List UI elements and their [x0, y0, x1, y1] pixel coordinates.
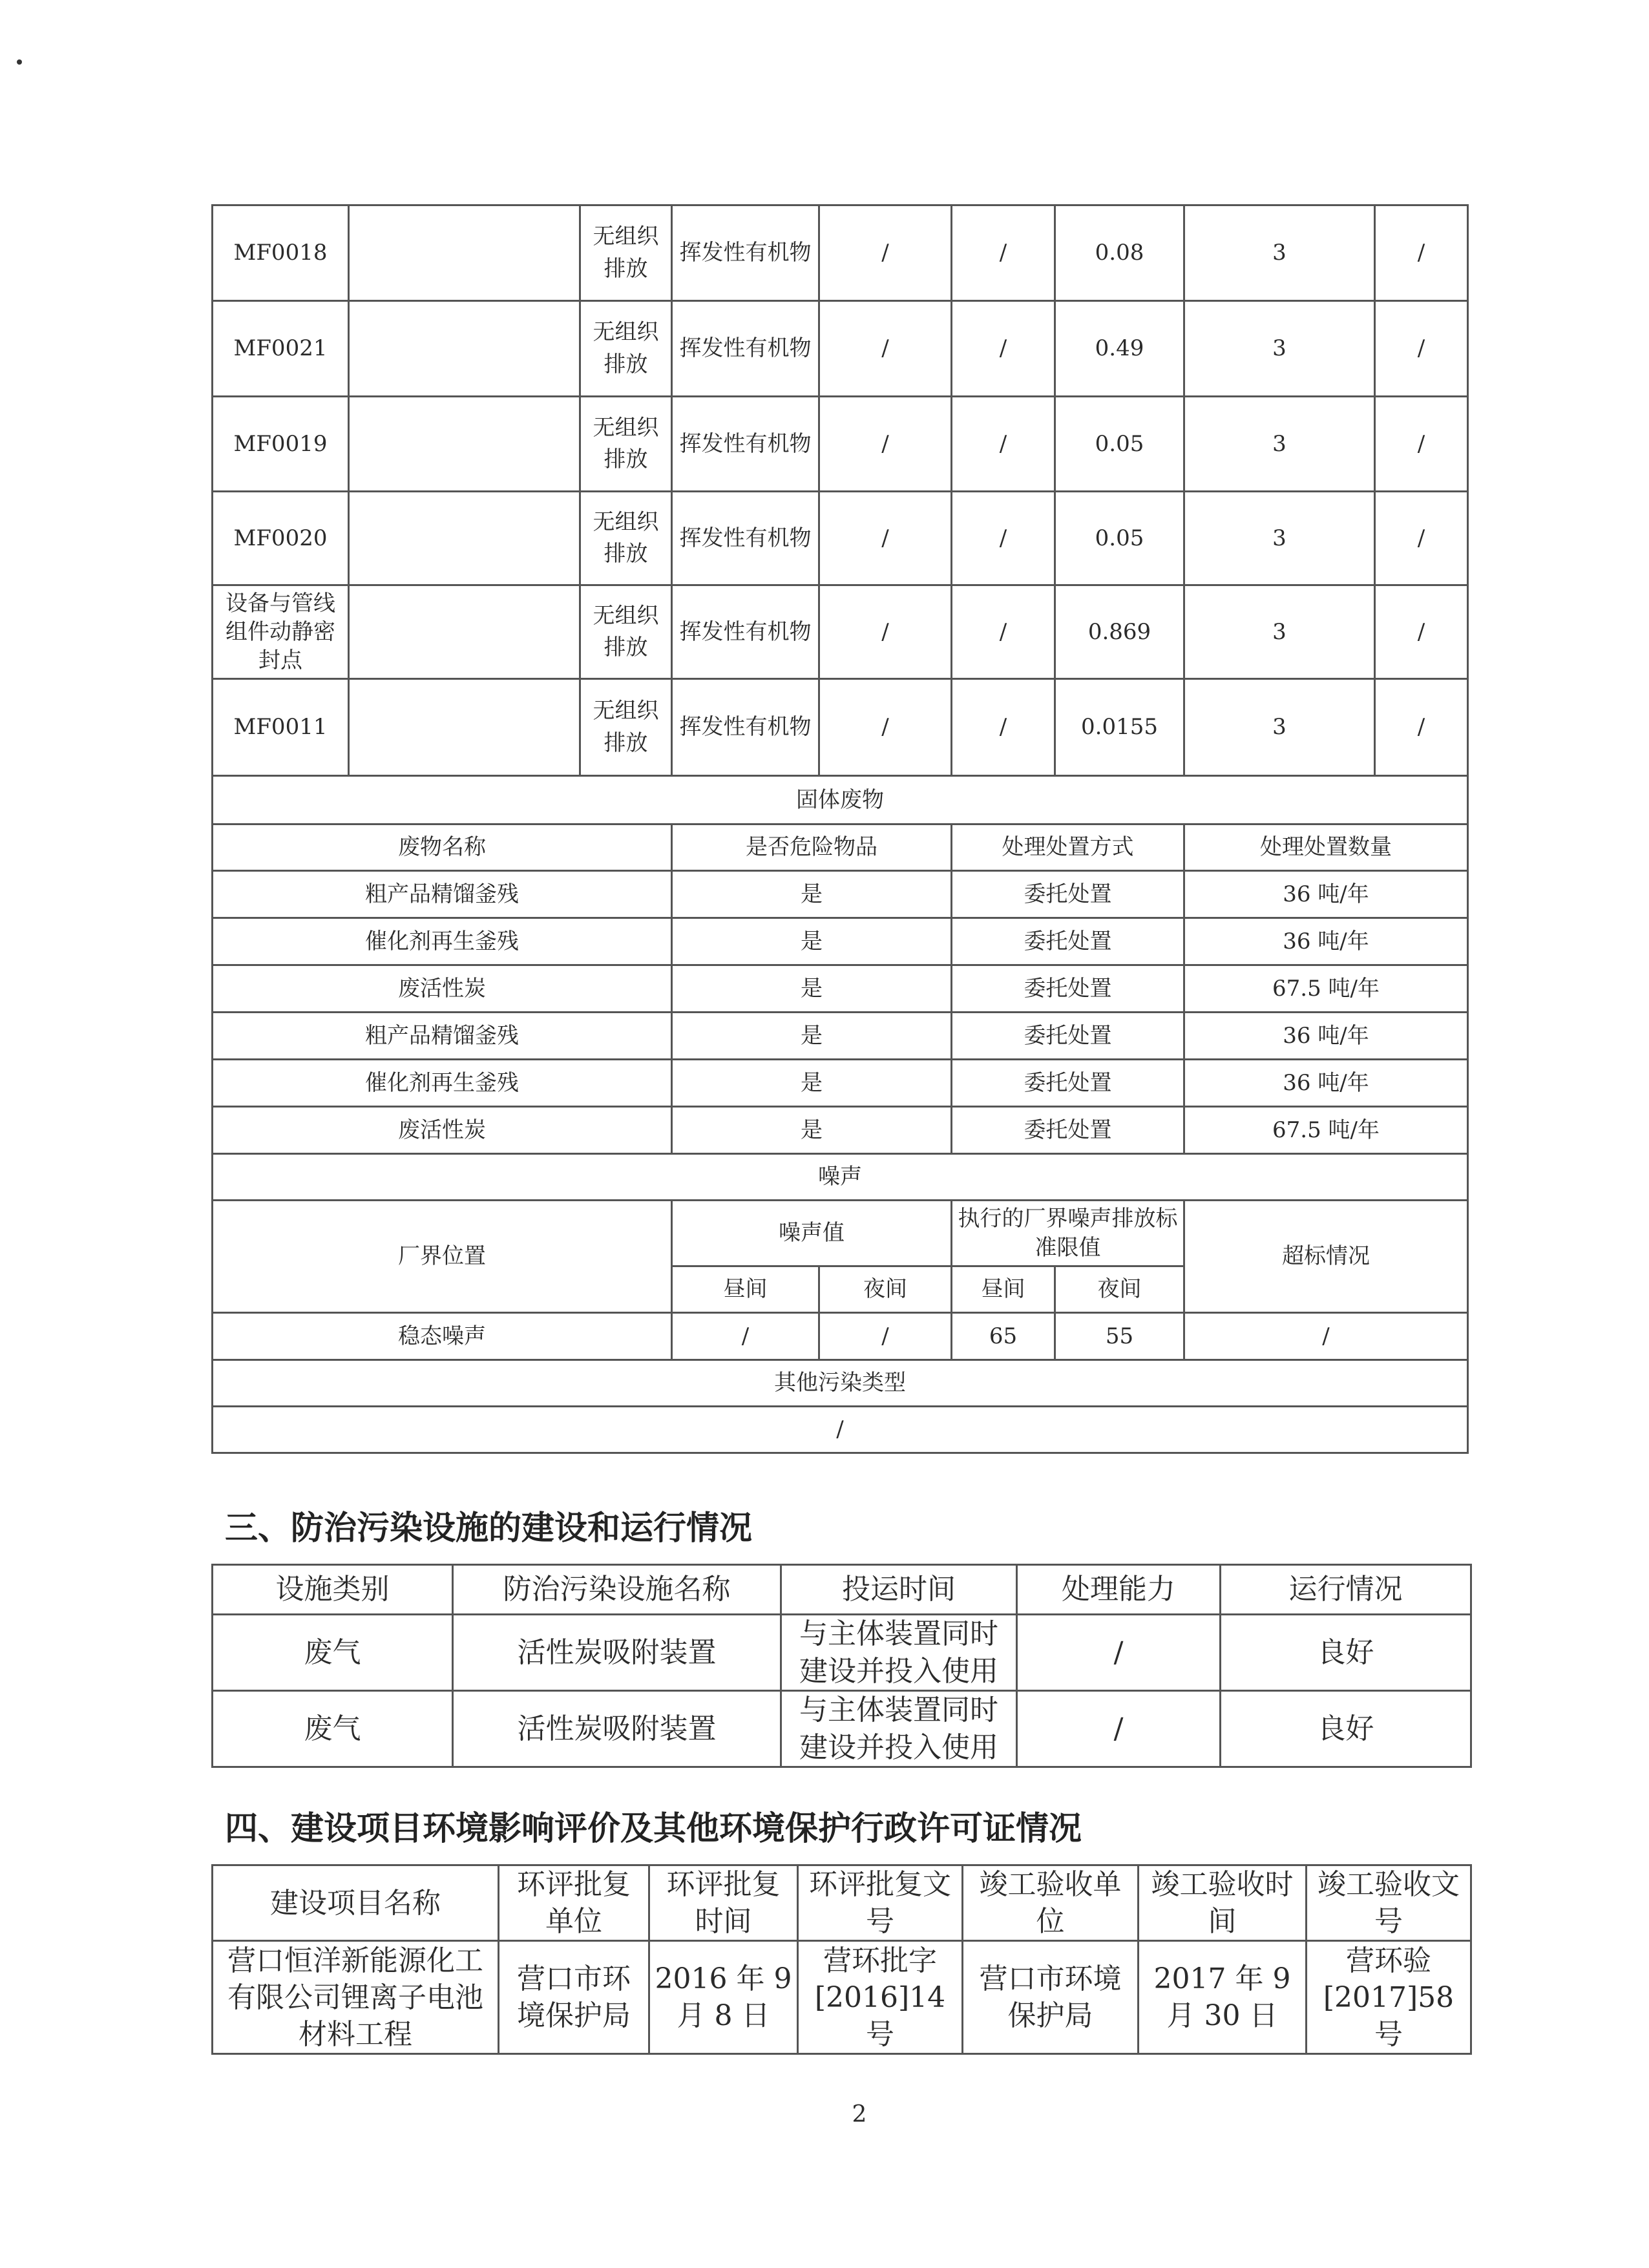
waste-name: 废活性炭 [213, 1107, 672, 1154]
waste-hazardous: 是 [672, 965, 952, 1013]
eia-approval-doc: 营环批字[2016]14 号 [798, 1941, 963, 2054]
emission-row [213, 397, 1468, 492]
facility-name: 活性炭吸附装置 [453, 1615, 781, 1691]
noise-std-day: 65 [952, 1313, 1055, 1360]
noise-title: 噪声 [213, 1154, 1468, 1201]
emission-source-id: MF0020 [213, 492, 349, 585]
emission-pollutant: 挥发性有机物 [672, 205, 819, 301]
noise-location-header: 厂界位置 [213, 1201, 672, 1313]
emission-table [211, 204, 1469, 1454]
waste-hazardous: 是 [672, 871, 952, 918]
solid-waste-rows [213, 871, 1468, 1154]
emission-col5: / [819, 679, 952, 776]
emission-amount: 0.0155 [1055, 679, 1184, 776]
emission-amount: 0.869 [1055, 585, 1184, 679]
waste-name: 催化剂再生釜残 [213, 918, 672, 965]
noise-value-header: 噪声值 [672, 1201, 952, 1266]
emission-col2 [349, 397, 580, 492]
facility-start-time: 与主体装置同时建设并投入使用 [781, 1691, 1017, 1767]
noise-exceed: / [1184, 1313, 1468, 1360]
emission-row [213, 301, 1468, 397]
emission-col2 [349, 205, 580, 301]
eia-header: 环评批复文号 [798, 1865, 963, 1941]
noise-section [213, 1154, 1468, 1453]
eia-header-row [213, 1865, 1471, 1941]
acceptance-doc: 营环验[2017]58 号 [1307, 1941, 1471, 2054]
emission-col2 [349, 301, 580, 397]
waste-disposal-method: 委托处置 [952, 1060, 1184, 1107]
scan-dot [17, 59, 22, 65]
waste-hazardous: 是 [672, 1013, 952, 1060]
noise-std-night-header: 夜间 [1055, 1266, 1184, 1313]
emission-col5: / [819, 492, 952, 585]
emission-row [213, 585, 1468, 679]
emission-col5: / [819, 585, 952, 679]
waste-disposal-method: 委托处置 [952, 1107, 1184, 1154]
facility-row [213, 1615, 1471, 1691]
noise-std-night: 55 [1055, 1313, 1184, 1360]
eia-header: 建设项目名称 [213, 1865, 499, 1941]
emission-amount: 0.08 [1055, 205, 1184, 301]
emission-limit: 3 [1184, 205, 1375, 301]
facility-category: 废气 [213, 1615, 453, 1691]
emission-col6: / [952, 585, 1055, 679]
eia-rows [213, 1865, 1471, 2054]
emission-source-id: MF0011 [213, 679, 349, 776]
waste-disposal-method: 委托处置 [952, 871, 1184, 918]
solid-waste-header: 废物名称 [213, 824, 672, 871]
emission-source-id: MF0019 [213, 397, 349, 492]
emission-type: 无组织排放 [580, 205, 672, 301]
emission-col6: / [952, 492, 1055, 585]
noise-night-header: 夜间 [819, 1266, 952, 1313]
eia-header: 竣工验收时间 [1139, 1865, 1307, 1941]
waste-disposal-method: 委托处置 [952, 965, 1184, 1013]
facility-header: 投运时间 [781, 1565, 1017, 1615]
noise-value-night: / [819, 1313, 952, 1360]
waste-quantity: 36 吨/年 [1184, 1060, 1468, 1107]
eia-row [213, 1941, 1471, 2054]
noise-value-day: / [672, 1313, 819, 1360]
emission-pollutant: 挥发性有机物 [672, 301, 819, 397]
acceptance-unit: 营口市环境保护局 [963, 1941, 1139, 2054]
eia-approval-unit: 营口市环境保护局 [499, 1941, 649, 2054]
emission-exceed: / [1375, 585, 1468, 679]
facility-header: 设施类别 [213, 1565, 453, 1615]
emission-col2 [349, 492, 580, 585]
emission-col6: / [952, 205, 1055, 301]
noise-standard-header: 执行的厂界噪声排放标准限值 [952, 1201, 1184, 1266]
solid-waste-row [213, 1013, 1468, 1060]
emission-exceed: / [1375, 301, 1468, 397]
solid-waste-header: 处理处置数量 [1184, 824, 1468, 871]
emission-pollutant: 挥发性有机物 [672, 585, 819, 679]
emission-source-id: 设备与管线组件动静密封点 [213, 585, 349, 679]
emission-col2 [349, 679, 580, 776]
emission-col5: / [819, 397, 952, 492]
facility-status: 良好 [1221, 1691, 1471, 1767]
section4-heading: 四、建设项目环境影响评价及其他环境保护行政许可证情况 [225, 1810, 1082, 1848]
emission-col5: / [819, 205, 952, 301]
emission-col6: / [952, 397, 1055, 492]
solid-waste-row [213, 1107, 1468, 1154]
waste-quantity: 67.5 吨/年 [1184, 965, 1468, 1013]
facility-start-time: 与主体装置同时建设并投入使用 [781, 1615, 1017, 1691]
emission-amount: 0.05 [1055, 397, 1184, 492]
page-number: 2 [852, 2101, 867, 2128]
emission-exceed: / [1375, 397, 1468, 492]
eia-header: 环评批复时间 [649, 1865, 798, 1941]
waste-quantity: 36 吨/年 [1184, 871, 1468, 918]
solid-waste-row [213, 871, 1468, 918]
facility-header: 防治污染设施名称 [453, 1565, 781, 1615]
waste-hazardous: 是 [672, 1060, 952, 1107]
noise-day-header: 昼间 [672, 1266, 819, 1313]
solid-waste-row [213, 965, 1468, 1013]
waste-name: 粗产品精馏釜残 [213, 1013, 672, 1060]
emission-amount: 0.05 [1055, 492, 1184, 585]
emission-type: 无组织排放 [580, 492, 672, 585]
eia-project-name: 营口恒洋新能源化工有限公司锂离子电池材料工程 [213, 1941, 499, 2054]
facility-status: 良好 [1221, 1615, 1471, 1691]
emission-source-id: MF0018 [213, 205, 349, 301]
emission-col6: / [952, 301, 1055, 397]
waste-quantity: 36 吨/年 [1184, 1013, 1468, 1060]
waste-name: 废活性炭 [213, 965, 672, 1013]
solid-waste-header: 是否危险物品 [672, 824, 952, 871]
emission-row [213, 679, 1468, 776]
emission-exceed: / [1375, 205, 1468, 301]
other-pollution-value: / [213, 1407, 1468, 1453]
noise-location: 稳态噪声 [213, 1313, 672, 1360]
facility-row [213, 1691, 1471, 1767]
emission-row [213, 205, 1468, 301]
eia-header: 竣工验收单位 [963, 1865, 1139, 1941]
emission-limit: 3 [1184, 397, 1375, 492]
facility-category: 废气 [213, 1691, 453, 1767]
emission-limit: 3 [1184, 301, 1375, 397]
acceptance-time: 2017 年 9 月 30 日 [1139, 1941, 1307, 2054]
waste-disposal-method: 委托处置 [952, 918, 1184, 965]
waste-name: 粗产品精馏釜残 [213, 871, 672, 918]
solid-waste-row [213, 1060, 1468, 1107]
waste-hazardous: 是 [672, 918, 952, 965]
solid-waste-title: 固体废物 [213, 776, 1468, 824]
emission-type: 无组织排放 [580, 397, 672, 492]
facility-table [211, 1564, 1472, 1768]
emission-rows [213, 205, 1468, 776]
emission-pollutant: 挥发性有机物 [672, 492, 819, 585]
emission-type: 无组织排放 [580, 679, 672, 776]
facility-header: 运行情况 [1221, 1565, 1471, 1615]
waste-quantity: 67.5 吨/年 [1184, 1107, 1468, 1154]
waste-quantity: 36 吨/年 [1184, 918, 1468, 965]
eia-header: 环评批复单位 [499, 1865, 649, 1941]
emission-exceed: / [1375, 679, 1468, 776]
eia-header: 竣工验收文号 [1307, 1865, 1471, 1941]
emission-col2 [349, 585, 580, 679]
solid-waste-header: 处理处置方式 [952, 824, 1184, 871]
section3-heading: 三、防治污染设施的建设和运行情况 [225, 1509, 753, 1548]
eia-approval-time: 2016 年 9 月 8 日 [649, 1941, 798, 2054]
eia-table [211, 1864, 1472, 2055]
emission-row [213, 492, 1468, 585]
emission-col5: / [819, 301, 952, 397]
emission-limit: 3 [1184, 492, 1375, 585]
emission-limit: 3 [1184, 679, 1375, 776]
facility-name: 活性炭吸附装置 [453, 1691, 781, 1767]
emission-col6: / [952, 679, 1055, 776]
emission-amount: 0.49 [1055, 301, 1184, 397]
waste-name: 催化剂再生釜残 [213, 1060, 672, 1107]
facility-capacity: / [1017, 1615, 1221, 1691]
facility-header: 处理能力 [1017, 1565, 1221, 1615]
emission-source-id: MF0021 [213, 301, 349, 397]
emission-pollutant: 挥发性有机物 [672, 679, 819, 776]
emission-pollutant: 挥发性有机物 [672, 397, 819, 492]
waste-hazardous: 是 [672, 1107, 952, 1154]
emission-exceed: / [1375, 492, 1468, 585]
emission-type: 无组织排放 [580, 585, 672, 679]
solid-waste-row [213, 918, 1468, 965]
facility-header-row [213, 1565, 1471, 1615]
noise-std-day-header: 昼间 [952, 1266, 1055, 1313]
waste-disposal-method: 委托处置 [952, 1013, 1184, 1060]
noise-exceed-header: 超标情况 [1184, 1201, 1468, 1313]
emission-limit: 3 [1184, 585, 1375, 679]
emission-type: 无组织排放 [580, 301, 672, 397]
solid-waste-section [213, 776, 1468, 871]
facility-capacity: / [1017, 1691, 1221, 1767]
facility-rows [213, 1565, 1471, 1767]
other-pollution-title: 其他污染类型 [213, 1360, 1468, 1407]
